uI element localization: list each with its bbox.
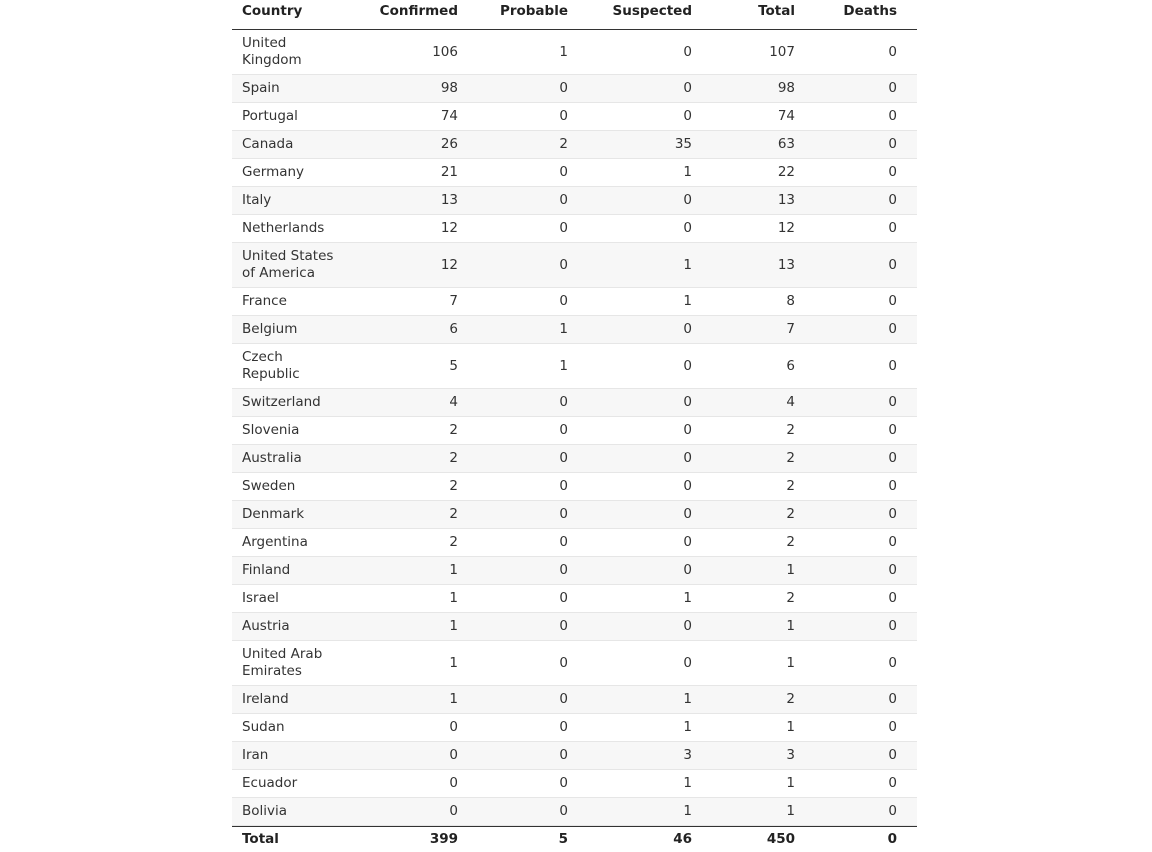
cell-total: 3 [786, 747, 795, 763]
country-name: Belgium [242, 321, 298, 337]
cell-deaths: 0 [888, 80, 897, 96]
header-total[interactable]: Total [758, 3, 795, 19]
cell-probable: 2 [559, 136, 568, 152]
cell-suspected: 0 [683, 108, 692, 124]
table-row [232, 187, 917, 215]
cell-deaths: 0 [888, 164, 897, 180]
cell-suspected: 0 [683, 357, 692, 374]
table-row [232, 473, 917, 501]
cell-country [232, 747, 360, 764]
cases-table [232, 0, 917, 852]
table-row [232, 288, 917, 316]
cell-country [232, 164, 360, 181]
cell-total: 2 [786, 590, 795, 606]
cell-probable: 0 [559, 562, 568, 578]
cell-country [232, 562, 360, 579]
total-confirmed: 399 [429, 831, 458, 847]
table-row [232, 159, 917, 187]
cell-country [232, 349, 360, 383]
total-probable: 5 [558, 831, 568, 847]
cell-country [232, 192, 360, 209]
table-row [232, 316, 917, 344]
cell-suspected: 1 [683, 803, 692, 819]
country-name: Sudan [242, 719, 285, 735]
total-suspected: 46 [673, 831, 692, 847]
cell-confirmed: 74 [440, 108, 458, 124]
cell-probable: 0 [559, 618, 568, 634]
cell-suspected: 0 [683, 654, 692, 671]
cell-total: 2 [786, 478, 795, 494]
cell-confirmed: 0 [449, 719, 458, 735]
cell-suspected: 0 [683, 562, 692, 578]
cell-probable: 0 [559, 590, 568, 606]
country-name: United Kingdom [242, 35, 302, 68]
cell-confirmed: 1 [449, 562, 458, 578]
cell-deaths: 0 [888, 108, 897, 124]
cell-country [232, 534, 360, 551]
cell-total: 12 [777, 220, 795, 236]
cell-confirmed: 1 [449, 590, 458, 606]
header-suspected[interactable]: Suspected [612, 3, 692, 19]
cell-total: 74 [777, 108, 795, 124]
cell-total: 2 [786, 691, 795, 707]
table-row [232, 103, 917, 131]
cell-suspected: 0 [683, 422, 692, 438]
cell-deaths: 0 [888, 293, 897, 309]
cell-probable: 0 [559, 719, 568, 735]
cell-probable: 0 [559, 220, 568, 236]
cell-probable: 0 [559, 192, 568, 208]
cell-country [232, 321, 360, 338]
cell-probable: 0 [559, 80, 568, 96]
country-name: Spain [242, 80, 280, 96]
cell-confirmed: 5 [449, 357, 458, 374]
cell-confirmed: 1 [449, 691, 458, 707]
cell-deaths: 0 [888, 321, 897, 337]
cell-country [232, 646, 360, 680]
cell-total: 7 [786, 321, 795, 337]
cell-suspected: 0 [683, 394, 692, 410]
cell-total: 98 [777, 80, 795, 96]
country-name: Ireland [242, 691, 289, 707]
table-row [232, 445, 917, 473]
country-name: Iran [242, 747, 269, 763]
table-row [232, 798, 917, 826]
header-probable[interactable]: Probable [499, 3, 568, 19]
cell-confirmed: 2 [449, 534, 458, 550]
cell-country [232, 35, 360, 69]
cell-probable: 0 [559, 256, 568, 273]
cell-total: 4 [786, 394, 795, 410]
table-row [232, 529, 917, 557]
cell-deaths: 0 [888, 220, 897, 236]
cell-total: 2 [786, 506, 795, 522]
table-row [232, 501, 917, 529]
table-row [232, 131, 917, 159]
cell-confirmed: 6 [449, 321, 458, 337]
country-name: Czech Republic [242, 349, 300, 382]
cell-country [232, 136, 360, 153]
cell-total: 1 [786, 654, 795, 671]
cell-probable: 0 [559, 534, 568, 550]
table-row [232, 75, 917, 103]
table-row [232, 389, 917, 417]
cell-total: 63 [777, 136, 795, 152]
cell-probable: 0 [559, 747, 568, 763]
cell-suspected: 0 [683, 478, 692, 494]
cell-probable: 1 [559, 321, 568, 337]
table-total-row [232, 826, 917, 852]
cell-country [232, 803, 360, 820]
cell-total: 1 [786, 719, 795, 735]
cell-deaths: 0 [888, 43, 897, 60]
cell-total: 2 [786, 422, 795, 438]
cell-country [232, 506, 360, 523]
table-row [232, 30, 917, 75]
cell-suspected: 0 [683, 450, 692, 466]
cell-country [232, 775, 360, 792]
country-name: Portugal [242, 108, 298, 124]
header-country[interactable]: Country [242, 3, 303, 19]
cell-country [232, 394, 360, 411]
cell-confirmed: 4 [449, 394, 458, 410]
cell-deaths: 0 [888, 450, 897, 466]
country-name: Ecuador [242, 775, 298, 791]
table-row [232, 417, 917, 445]
cell-deaths: 0 [888, 478, 897, 494]
cell-suspected: 1 [683, 590, 692, 606]
cell-suspected: 0 [683, 618, 692, 634]
table-header-row [232, 0, 917, 30]
cell-confirmed: 0 [449, 775, 458, 791]
country-name: Sweden [242, 478, 296, 494]
table-row [232, 686, 917, 714]
cell-deaths: 0 [888, 654, 897, 671]
cell-probable: 0 [559, 691, 568, 707]
cell-confirmed: 2 [449, 422, 458, 438]
cell-confirmed: 12 [440, 220, 458, 236]
country-name: Italy [242, 192, 272, 208]
cell-deaths: 0 [888, 747, 897, 763]
cell-suspected: 0 [683, 80, 692, 96]
header-confirmed[interactable]: Confirmed [379, 3, 458, 19]
country-name: Australia [242, 450, 302, 466]
cell-probable: 0 [559, 293, 568, 309]
cell-deaths: 0 [888, 192, 897, 208]
cell-confirmed: 2 [449, 506, 458, 522]
cell-suspected: 0 [683, 220, 692, 236]
cell-confirmed: 0 [449, 803, 458, 819]
cell-suspected: 1 [683, 691, 692, 707]
cell-suspected: 0 [683, 192, 692, 208]
cell-country [232, 248, 360, 282]
cell-deaths: 0 [888, 357, 897, 374]
cell-confirmed: 106 [432, 43, 458, 60]
cell-country [232, 293, 360, 310]
cell-confirmed: 13 [440, 192, 458, 208]
cell-country [232, 719, 360, 736]
cell-suspected: 1 [683, 293, 692, 309]
cell-probable: 1 [559, 43, 568, 60]
country-name: Netherlands [242, 220, 325, 236]
cell-total: 2 [786, 534, 795, 550]
cell-deaths: 0 [888, 803, 897, 819]
cell-confirmed: 26 [440, 136, 458, 152]
table-row [232, 557, 917, 585]
cell-probable: 0 [559, 422, 568, 438]
cell-country [232, 478, 360, 495]
total-total: 450 [766, 831, 795, 847]
cell-country [232, 450, 360, 467]
cell-deaths: 0 [888, 422, 897, 438]
table-row [232, 344, 917, 389]
country-name: Canada [242, 136, 294, 152]
total-deaths: 0 [887, 831, 897, 847]
cell-country [232, 220, 360, 237]
cell-probable: 0 [559, 478, 568, 494]
header-deaths[interactable]: Deaths [843, 3, 897, 19]
cell-probable: 0 [559, 394, 568, 410]
cell-probable: 0 [559, 108, 568, 124]
country-name: United States of America [242, 248, 334, 281]
cell-country [232, 422, 360, 439]
cell-confirmed: 1 [449, 618, 458, 634]
cell-deaths: 0 [888, 719, 897, 735]
country-name: France [242, 293, 287, 309]
cell-country [232, 590, 360, 607]
cell-deaths: 0 [888, 691, 897, 707]
cell-country [232, 691, 360, 708]
cell-deaths: 0 [888, 534, 897, 550]
cell-total: 22 [777, 164, 795, 180]
cell-probable: 0 [559, 450, 568, 466]
cell-probable: 0 [559, 775, 568, 791]
country-name: Denmark [242, 506, 305, 522]
cell-country [232, 618, 360, 635]
cell-confirmed: 98 [440, 80, 458, 96]
country-name: United Arab Emirates [242, 646, 323, 679]
country-name: Austria [242, 618, 290, 634]
cell-probable: 1 [559, 357, 568, 374]
cell-deaths: 0 [888, 394, 897, 410]
country-name: Israel [242, 590, 279, 606]
cell-probable: 0 [559, 506, 568, 522]
table-row [232, 215, 917, 243]
cell-total: 1 [786, 803, 795, 819]
cell-suspected: 1 [683, 775, 692, 791]
cell-confirmed: 2 [449, 478, 458, 494]
cell-suspected: 0 [683, 506, 692, 522]
cell-suspected: 3 [683, 747, 692, 763]
cell-suspected: 35 [674, 136, 692, 152]
cell-suspected: 1 [683, 164, 692, 180]
cell-probable: 0 [559, 803, 568, 819]
table-row [232, 585, 917, 613]
cell-suspected: 1 [683, 256, 692, 273]
cell-confirmed: 2 [449, 450, 458, 466]
cell-country [232, 108, 360, 125]
cell-total: 8 [786, 293, 795, 309]
country-name: Germany [242, 164, 305, 180]
table-row [232, 770, 917, 798]
cell-deaths: 0 [888, 562, 897, 578]
cell-confirmed: 21 [440, 164, 458, 180]
country-name: Bolivia [242, 803, 288, 819]
cell-confirmed: 7 [449, 293, 458, 309]
table-row [232, 742, 917, 770]
table-row [232, 714, 917, 742]
cell-total: 107 [769, 43, 795, 60]
cell-deaths: 0 [888, 590, 897, 606]
country-name: Slovenia [242, 422, 300, 438]
cell-total: 1 [786, 618, 795, 634]
country-name: Switzerland [242, 394, 321, 410]
country-name: Finland [242, 562, 291, 578]
cell-total: 13 [777, 192, 795, 208]
cell-country [232, 80, 360, 97]
country-name: Argentina [242, 534, 308, 550]
cell-suspected: 0 [683, 534, 692, 550]
cell-total: 1 [786, 562, 795, 578]
cell-probable: 0 [559, 164, 568, 180]
cell-deaths: 0 [888, 618, 897, 634]
cell-confirmed: 0 [449, 747, 458, 763]
cell-deaths: 0 [888, 506, 897, 522]
cell-suspected: 0 [683, 43, 692, 60]
cell-deaths: 0 [888, 136, 897, 152]
table-row [232, 243, 917, 288]
table-row [232, 641, 917, 686]
cell-total: 2 [786, 450, 795, 466]
cell-probable: 0 [559, 654, 568, 671]
cell-deaths: 0 [888, 256, 897, 273]
cell-deaths: 0 [888, 775, 897, 791]
cell-total: 6 [786, 357, 795, 374]
cell-suspected: 1 [683, 719, 692, 735]
cell-confirmed: 1 [449, 654, 458, 671]
table-row [232, 613, 917, 641]
table-body [232, 30, 917, 826]
cell-total: 13 [777, 256, 795, 273]
cell-total: 1 [786, 775, 795, 791]
total-country: Total [242, 831, 279, 847]
cell-suspected: 0 [683, 321, 692, 337]
cell-confirmed: 12 [440, 256, 458, 273]
